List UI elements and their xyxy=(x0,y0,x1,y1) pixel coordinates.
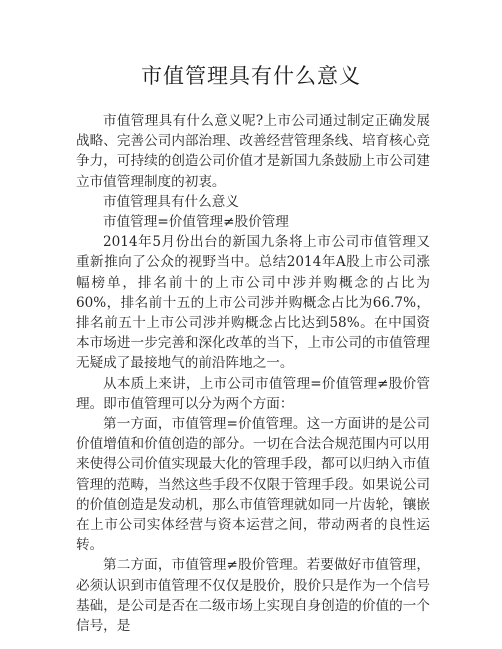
paragraph-subheading: 市值管理具有什么意义 xyxy=(103,193,239,210)
paragraph-aspect-one: 第一方面，市值管理=价值管理。这一方面讲的是公司价值增值和价值创造的部分。一切在合法合规范围内可以用来使得公司价值实现最大化的管理手段，都可以归纳入市值管理的范畴，当然这些手段不仅限于管理手段。如果说公司的价值创造是发动机，那么市值管理就如同一片齿轮，镶嵌在上市公司实体经营与资本运营之间，带动两者的良性运转。 xyxy=(76,416,430,554)
document-body xyxy=(76,111,430,636)
paragraph-essence: 从本质上来讲，上市公司市值管理=价值管理≠股价管理。即市值管理可以分为两个方面： xyxy=(76,375,430,412)
document-title: 市值管理具有什么意义 xyxy=(141,64,361,88)
paragraph-intro: 市值管理具有什么意义呢?上市公司通过制定正确发展战略、完善公司内部治理、改善经营管理条线、培育核心竞争力，可持续的创造公司价值才是新国九条鼓励上市公司建立市值管理制度的初衷。 xyxy=(76,113,430,190)
paragraph-background: 2014年5月份出台的新国九条将上市公司市值管理又重新推向了公众的视野当中。总结2014年A股上市公司涨幅榜单，排名前十的上市公司中涉并购概念的占比为60%，排名前十五的上市公司涉并购概念占比为66.7%，排名前五十上市公司涉并购概念占比达到58%。在中国资本市场进一步完善和深化改革的当下，上市公司的市值管理无疑成了最接地气的前沿阵地之一。 xyxy=(76,234,430,372)
paragraph-formula: 市值管理=价值管理≠股价管理 xyxy=(103,214,289,231)
paragraph-aspect-two: 第二方面，市值管理≠股价管理。若要做好市值管理，必须认识到市值管理不仅仅是股价，股价只是作为一个信号基础，是公司是否在二级市场上实现自身创造的价值的一个信号，是 xyxy=(76,557,430,635)
